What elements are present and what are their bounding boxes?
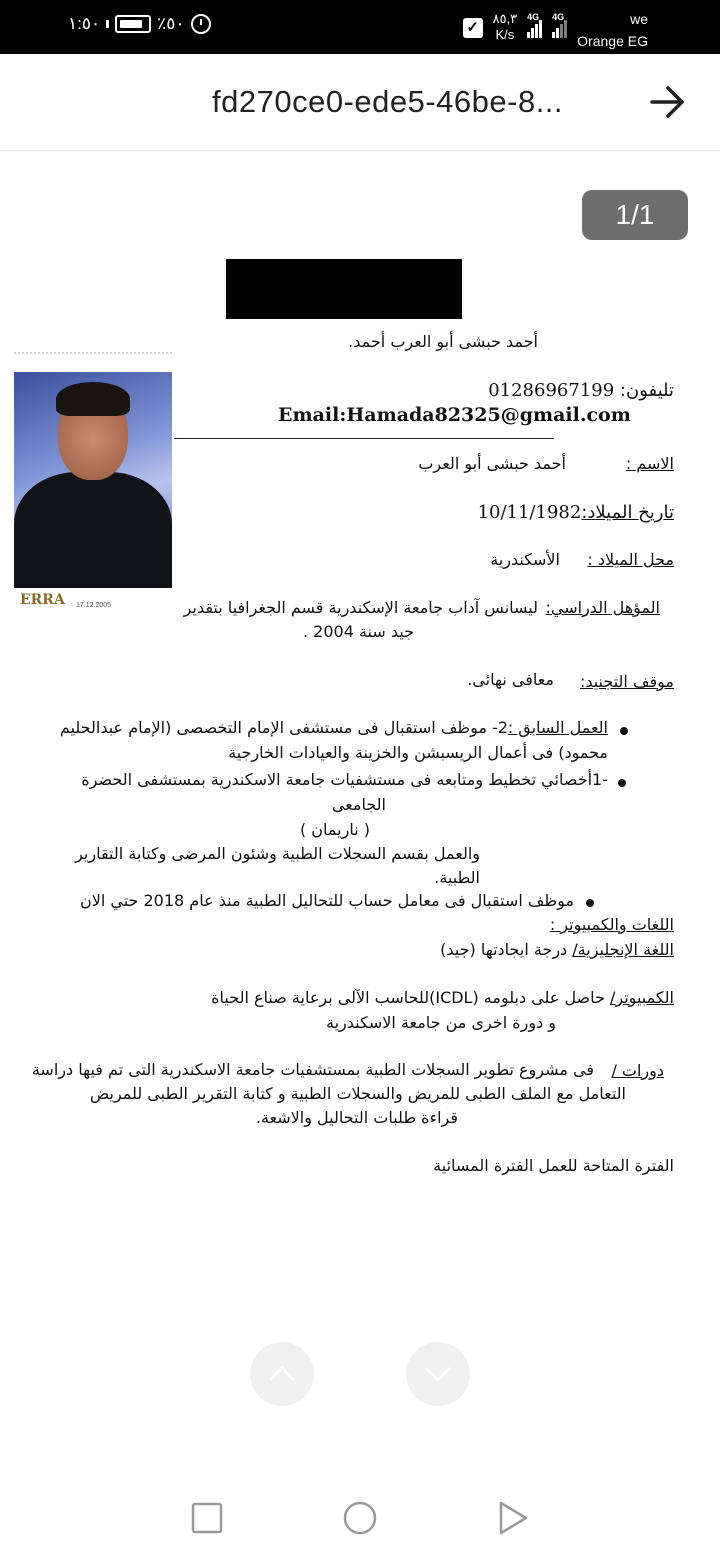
triangle-back-icon[interactable]	[496, 1498, 530, 1538]
page-up-button[interactable]	[250, 1342, 314, 1406]
battery-cap	[106, 20, 109, 28]
dob-label: تاريخ الميلاد:	[581, 502, 674, 523]
status-bar	[0, 0, 720, 54]
prev-work-line2: محمود) فى أعمال الريسبشن والخزينة والعيادات الخارجية	[228, 743, 608, 762]
military-label-text: موقف التجنيد:	[579, 672, 674, 691]
computer-row	[211, 988, 674, 1007]
email: Email:Hamada82325@gmail.com	[278, 404, 631, 426]
page-down-button[interactable]	[406, 1342, 470, 1406]
divider	[174, 438, 554, 439]
job2-line4: والعمل بقسم السجلات الطبية وشئون المرضى وكتابة التقارير	[75, 844, 480, 863]
prev-work-label	[508, 718, 608, 737]
dob-value: 10/11/1982	[477, 502, 582, 523]
computer-line1: حاصل على دبلومه (ICDL)للحاسب الآلى برعاية صناع الحياة	[211, 988, 605, 1007]
english-row	[440, 940, 674, 959]
page-indicator: 1/1	[582, 190, 688, 240]
carrier-bottom: Orange EG	[577, 33, 648, 49]
chevron-up-icon	[266, 1358, 298, 1390]
job2-line1: -1أخصائي تخطيط ومتابعه فى مستشفيات جامعة الاسكندرية بمستشفى الحضرة	[81, 770, 608, 789]
qual-line2: جيد سنة 2004 .	[303, 622, 414, 641]
checkbox-notification-icon: ✓	[463, 18, 483, 38]
bullet	[618, 779, 626, 787]
english-value: درجة ايجادتها (جيد)	[440, 940, 568, 959]
carrier-top: we	[630, 11, 648, 27]
status-right	[463, 8, 648, 52]
military-label	[580, 672, 674, 691]
battery-icon	[115, 15, 151, 33]
prev-work-label-text: العمل السابق :	[507, 718, 608, 737]
bullet	[586, 899, 594, 907]
battery-level: ٪٥٠	[157, 14, 185, 33]
qual-line1: ليسانس آداب جامعة الإسكندرية قسم الجغرافيا بتقدير	[183, 598, 538, 617]
network-type: 4G	[527, 12, 540, 22]
signal-1-icon	[527, 14, 542, 38]
job2-line5: الطبية.	[434, 868, 480, 887]
clock: ١:٥٠	[68, 14, 101, 33]
job2-line2: الجامعى	[331, 795, 386, 814]
circle-icon[interactable]	[341, 1498, 379, 1538]
profile-photo	[14, 372, 172, 588]
computer-label: الكمبيوتر/	[610, 988, 674, 1007]
qual-label: المؤهل الدراسي:	[545, 598, 660, 617]
network-type-2: 4G	[552, 12, 565, 22]
pob-value: الأسكندرية	[490, 550, 560, 569]
phone-value: 01286967199	[488, 380, 615, 401]
app-bar	[0, 54, 720, 151]
courses-line1: فى مشروع تطوير السجلات الطبية بمستشفيات جامعة الاسكندرية التى تم فيها دراسة	[31, 1060, 594, 1079]
lang-heading: اللغات والكمبيوتر :	[549, 915, 674, 934]
job3: موظف استقبال فى معامل حساب للتحاليل الطبية منذ عام 2018 حتي الان	[79, 891, 574, 910]
prev-work-line1: 2- موظف استقبال فى مستشفى الإمام التخصصى (الإمام عبدالحليم	[59, 718, 508, 737]
photo-date: 17.12.2005	[76, 602, 112, 609]
square-icon[interactable]	[190, 1498, 224, 1538]
dob-row	[478, 502, 674, 523]
signal-2-icon	[552, 14, 567, 38]
alarm-icon	[191, 14, 211, 34]
header-name: أحمد حبشى أبو العرب أحمد.	[348, 332, 538, 351]
name-label: الاسم :	[625, 454, 674, 473]
phone-label: تليفون:	[619, 380, 674, 401]
military-value: معافى نهائى.	[467, 670, 554, 689]
pob-label: محل الميلاد :	[587, 550, 674, 569]
computer-line2: و دورة اخرى من جامعة الاسكندرية	[326, 1013, 556, 1032]
courses-label: دورات /	[611, 1061, 664, 1080]
availability: الفترة المتاحة للعمل الفترة المسائية	[433, 1156, 674, 1175]
chevron-down-icon	[422, 1358, 454, 1390]
arrow-right-icon[interactable]	[648, 82, 688, 122]
photo-border	[14, 352, 172, 360]
speed-unit: K/s	[495, 27, 515, 42]
courses-line2: التعامل مع الملف الطبى للمريض والسجلات الطبية و كتابة التقرير الطبى للمريض	[89, 1084, 626, 1103]
english-label: اللغة الإنجليزية/	[572, 940, 674, 959]
status-left	[68, 14, 211, 34]
job2-line3: ( ناريمان )	[299, 820, 370, 839]
courses-line3: قراءة طلبات التحاليل والاشعة.	[255, 1108, 458, 1127]
photo-stamp: ERRA	[20, 592, 65, 608]
bullet	[620, 727, 628, 735]
document-title: fd270ce0-ede5-46be-8...	[212, 84, 564, 119]
carrier-info	[577, 8, 648, 52]
speed-value: ٨٥,٣	[492, 11, 518, 26]
phone-row	[488, 380, 674, 401]
network-speed	[493, 11, 518, 43]
name-value: أحمد حبشى أبو العرب	[418, 454, 566, 473]
redaction-block	[226, 259, 462, 319]
